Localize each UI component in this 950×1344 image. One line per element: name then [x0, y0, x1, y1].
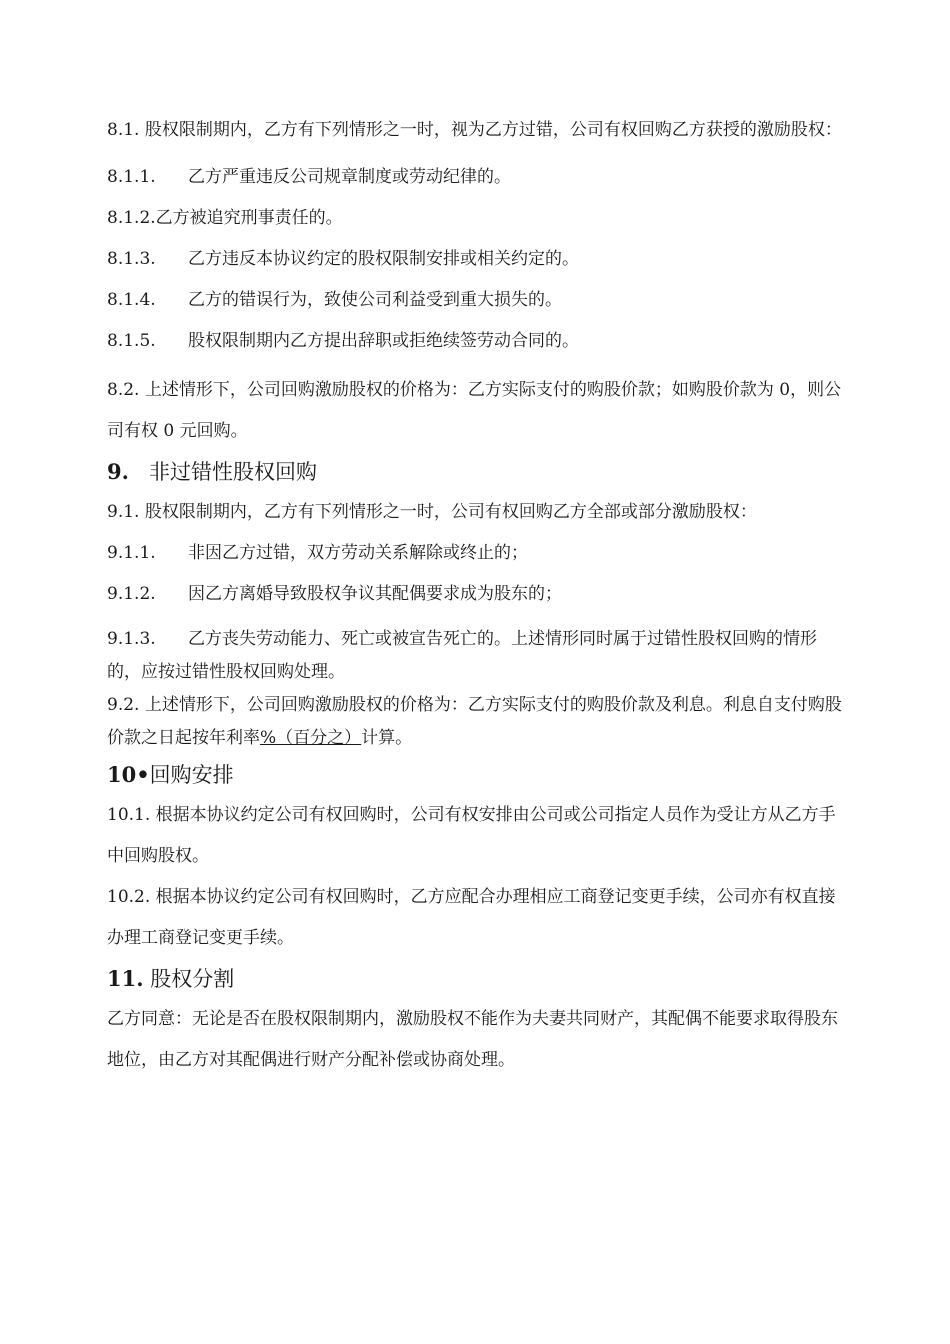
- clause-text-end: 计算。: [361, 728, 413, 748]
- clause-number: 9.2.: [107, 695, 140, 715]
- clause-text: 根据本协议约定公司有权回购时，公司有权安排由公司或公司指定人员作为受让方从乙方手中回购股权。: [107, 805, 836, 866]
- clause-text: 乙方违反本协议约定的股权限制安排或相关约定的。: [188, 249, 579, 269]
- clause-number: 8.1.5.: [107, 331, 156, 351]
- clause-text: 乙方被追究刑事责任的。: [155, 208, 343, 228]
- clause-text: 股权限制期内乙方提出辞职或拒绝续签劳动合同的。: [188, 331, 579, 351]
- clause-10-2: [107, 877, 842, 959]
- clause-number: 9.1.3.: [107, 629, 156, 649]
- clause-8-1-1: [107, 157, 842, 198]
- clause-8-1: [107, 110, 842, 151]
- clause-11: [107, 999, 842, 1081]
- section-title: 回购安排: [149, 763, 234, 787]
- section-number: 11.: [107, 966, 144, 991]
- clause-number: 9.1.: [107, 502, 140, 522]
- clause-text: 乙方同意：无论是否在股权限制期内，激励股权不能作为夫妻共同财产，其配偶不能要求取得股东地位，由乙方对其配偶进行财产分配补偿或协商处理。: [107, 1009, 838, 1070]
- section-number: 9.: [107, 459, 129, 484]
- section-heading-10: [107, 755, 842, 795]
- clause-8-1-4: [107, 280, 842, 321]
- clause-number: 8.1.3.: [107, 249, 156, 269]
- clause-10-1: [107, 795, 842, 877]
- clause-number: 8.1.4.: [107, 290, 156, 310]
- section-title: 股权分割: [150, 967, 235, 991]
- clause-text: 非因乙方过错，双方劳动关系解除或终止的；: [188, 543, 528, 563]
- clause-8-1-3: [107, 239, 842, 280]
- clause-9-1-1: [107, 533, 842, 574]
- clause-8-1-5: [107, 321, 842, 362]
- clause-8-2: [107, 370, 842, 452]
- clause-number: 8.1.2.: [107, 208, 156, 228]
- clause-text: 股权限制期内，乙方有下列情形之一时，视为乙方过错，公司有权回购乙方获授的激励股权：: [139, 120, 842, 140]
- clause-number: 10.1.: [107, 805, 151, 825]
- clause-9-2: [107, 689, 842, 755]
- section-title: 非过错性股权回购: [148, 460, 317, 484]
- clause-text: 上述情形下，公司回购激励股权的价格为：乙方实际支付的购股价款；如购股价款为 0，则公司有权 0 元回购。: [107, 380, 842, 441]
- clause-number: 9.1.1.: [107, 543, 156, 563]
- clause-text: 乙方的错误行为，致使公司利益受到重大损失的。: [188, 290, 562, 310]
- clause-9-1: [107, 492, 842, 533]
- clause-number: 8.1.: [107, 120, 140, 140]
- clause-number: 10.2.: [107, 887, 151, 907]
- clause-text: 根据本协议约定公司有权回购时，乙方应配合办理相应工商登记变更手续，公司亦有权直接办理工商登记变更手续。: [107, 887, 836, 948]
- section-heading-11: [107, 959, 842, 999]
- clause-9-1-3: [107, 623, 842, 689]
- clause-text: 股权限制期内，乙方有下列情形之一时，公司有权回购乙方全部或部分激励股权：: [139, 502, 757, 522]
- clause-text: 乙方丧失劳动能力、死亡或被宣告死亡的。上述情形同时属于过错性股权回购的情形的，应按过错性股权回购处理。: [107, 629, 817, 682]
- document-page: [107, 110, 842, 1081]
- clause-text: 上述情形下，公司回购激励股权的价格为：乙方实际支付的购股价款及利息。利息自支付购股价款之日起按年利率: [107, 695, 842, 748]
- clause-text: 乙方严重违反公司规章制度或劳动纪律的。: [188, 167, 511, 187]
- interest-rate-blank: %（百分之）: [260, 728, 362, 748]
- section-heading-9: [107, 452, 842, 492]
- section-number: 10•: [107, 762, 150, 787]
- clause-9-1-2: [107, 574, 842, 615]
- clause-text: 因乙方离婚导致股权争议其配偶要求成为股东的；: [188, 584, 562, 604]
- clause-8-1-2: [107, 198, 842, 239]
- clause-number: 9.1.2.: [107, 584, 156, 604]
- clause-number: 8.2.: [107, 380, 140, 400]
- clause-number: 8.1.1.: [107, 167, 156, 187]
